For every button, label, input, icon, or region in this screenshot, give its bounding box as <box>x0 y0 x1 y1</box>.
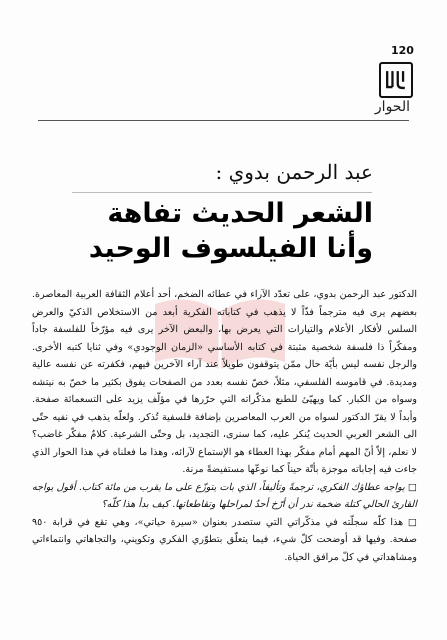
karmel-logo <box>379 62 413 98</box>
author-divider <box>72 192 372 193</box>
page-number: 120 <box>391 44 414 57</box>
section-divider <box>38 120 409 121</box>
interview-answer: □ هذا كلّه سجلّته في مذكّراتي التي ستصدر بعنوان «سيرة حياتي»، وهي تقع في قرابة ٩٥٠ صفحة. وفيها قد أوضحت كلّ شيء، فيما يتعلّق بتطوّري الفكري وتكويني، والتجاهاتي وانتماءاتي ومشاهداتي في كلّ مرافق الحياة. <box>32 516 417 563</box>
article-title-line-1: الشعر الحديث تفاهة <box>107 198 373 229</box>
logo-glyph-icon <box>381 64 411 96</box>
article-body <box>32 286 417 566</box>
article-title-line-2: وأنا الفيلسوف الوحيد <box>88 233 373 264</box>
interview-author: عبد الرحمن بدوي : <box>215 160 373 184</box>
interview-question: □ يواجه عطاؤك الفكري، ترجمةً وتأليفاً، الذي بات يتوزّع على ما يقرب من مائة كتاب. أقول يواجه القارئ الحالي كتلة ضخمة ندر أن أرّخ أحدٌ لمراحلها وتقاطعاتها. كيف بدأ هذا كلّه؟ <box>32 481 417 510</box>
intro-paragraph: الدكتور عبد الرحمن بدوي، على تعدّد الآراء في عطائه الضخم، أحد أعلام الثقافة العربية المعاصرة. بعضهم يرى فيه مترجماً فذّاً لا يذهب في كتاباته الفكرية أبعد من الاستخلاص الذكيّ والعرض السلس لأفكار الأعلام والتيارات التي يعرض بها، والبعض الآخر يرى فيه مؤرّخاً للفلسفة جاداً ومفكّراً ذا فلسفة شخصية مثبتة في كتابه الأساسي «الزمان الوجودي» وفي ثنايا كتبه الأخرى. والرجل نفسه ليس بأيّة حال ممّن يتوقفون طويلاً عند آراء الآخرين فيهم، فكفرته عن نفسه عالية ومديدة. في قاموسه الفلسفي، مثلاً، خصّ نفسه بعدد من الصفحات يفوق بكثير ما خصّ به نيتشه وسواه من الكبار. كما ويهيّئ للطبع مذكّراته التي حرّرها في مؤلّف يزيد على التسعمائة صفحة. وأبداً لا يقرّ الدكتور لسواه من العرب المعاصرين بإضافة فلسفية تُذكر. ولعلّه يذهب في نفيه حتّى الى الشعر العربي الحديث يُنكر عليه، كما سنرى، التجديد، بل وحتّى الشرعية. كلامٌ مفكّر غاضب؟ لا نعلم، إلاّ أنّ المهم أمام مفكّر بهذا العطاء هو الإستماع لآرائه، وهذا ما فعلناه في هذا الحوار الذي جاءت فيه إجاباته موجزة بأتّة حيناً كما نوعّها مستفيضةً مرنة. <box>32 289 417 475</box>
section-label: الحوار <box>374 99 410 115</box>
